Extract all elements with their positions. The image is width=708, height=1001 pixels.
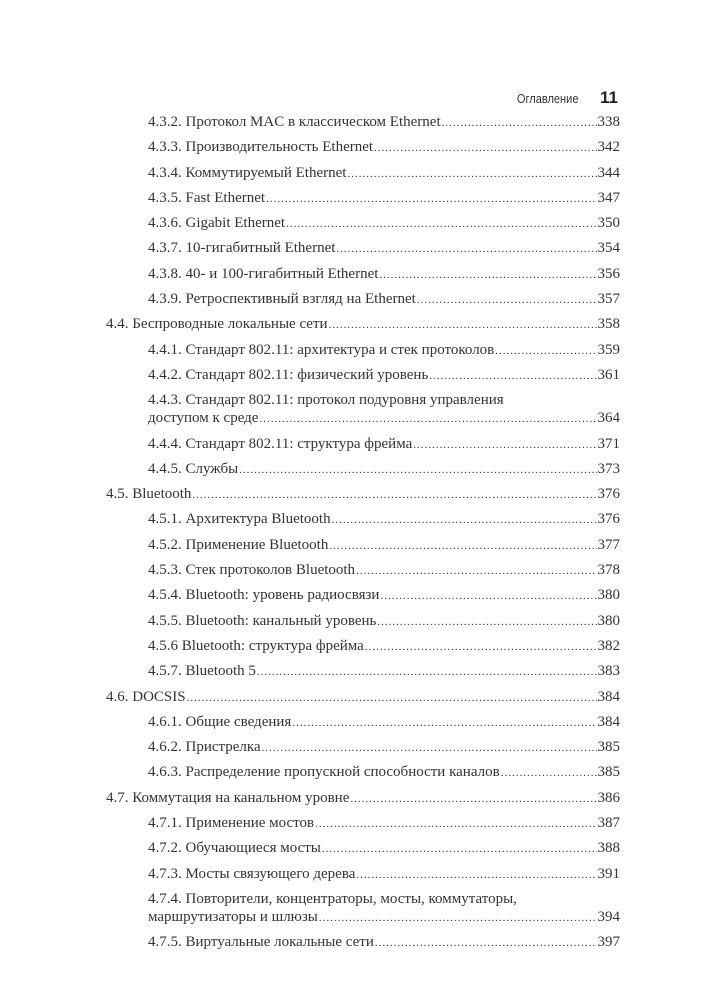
toc-entry xyxy=(106,510,620,529)
toc-entry-title: 4.3.8. 40- и 100-гигабитный Ethernet xyxy=(148,265,379,282)
toc-entry-title: 4.7.4. Повторители, концентраторы, мосты, коммутаторы, xyxy=(148,890,517,907)
toc-entry-page: 347 xyxy=(597,189,620,206)
toc-entry xyxy=(106,366,620,385)
toc-entry xyxy=(106,536,620,555)
toc-entry-title: 4.5.7. Bluetooth 5 xyxy=(148,663,256,680)
toc-entry-title: 4.5.5. Bluetooth: канальный уровень xyxy=(148,612,377,629)
dot-leader xyxy=(259,410,596,428)
dot-leader xyxy=(257,663,597,681)
toc-entry xyxy=(106,138,620,157)
toc-entry-title: 4.3.3. Производительность Ethernet xyxy=(148,139,374,156)
table-of-contents xyxy=(106,113,620,959)
toc-entry-page: 350 xyxy=(597,215,620,232)
toc-entry-title: 4.4.4. Стандарт 802.11: структура фрейма xyxy=(148,435,413,452)
toc-entry-title-cont: маршрутизаторы и шлюзы xyxy=(148,908,318,925)
toc-entry-page: 386 xyxy=(597,789,620,806)
toc-entry xyxy=(106,890,620,927)
toc-entry-page: 342 xyxy=(597,139,620,156)
dot-leader xyxy=(336,240,596,258)
toc-entry xyxy=(106,688,620,707)
toc-entry-title: 4.7. Коммутация на канальном уровне xyxy=(106,789,350,806)
dot-leader xyxy=(380,587,596,605)
toc-entry-title: 4.5.2. Применение Bluetooth xyxy=(148,536,329,553)
toc-entry xyxy=(106,341,620,360)
toc-entry-title: 4.3.2. Протокол MAC в классическом Ethernet xyxy=(148,114,441,130)
toc-entry-page: 377 xyxy=(597,536,620,553)
toc-entry-title: 4.7.3. Мосты связующего дерева xyxy=(148,865,356,882)
dot-leader xyxy=(377,613,596,631)
toc-entry-page: 378 xyxy=(597,562,620,579)
toc-entry-page: 373 xyxy=(597,460,620,477)
toc-entry-title: 4.6.1. Общие сведения xyxy=(148,713,292,730)
toc-entry-title: 4.7.1. Применение мостов xyxy=(148,815,315,832)
toc-entry-page: 383 xyxy=(597,663,620,680)
toc-entry xyxy=(106,239,620,258)
toc-entry-page: 371 xyxy=(597,435,620,452)
toc-entry xyxy=(106,586,620,605)
toc-entry xyxy=(106,315,620,334)
toc-entry-title: 4.6.3. Распределение пропускной способности каналов xyxy=(148,764,500,781)
toc-entry xyxy=(106,485,620,504)
toc-entry xyxy=(106,435,620,454)
dot-leader xyxy=(356,562,596,580)
toc-entry xyxy=(106,933,620,952)
toc-entry xyxy=(106,391,620,428)
dot-leader xyxy=(413,436,596,454)
running-header-title: Оглавление xyxy=(516,91,579,106)
toc-entry-page: 397 xyxy=(597,934,620,951)
toc-entry xyxy=(106,290,620,309)
toc-entry-title: 4.5.6 Bluetooth: структура фрейма xyxy=(148,637,364,654)
toc-entry-title: 4.4.1. Стандарт 802.11: архитектура и стек протоколов xyxy=(148,341,495,358)
toc-entry-title: 4.5.3. Стек протоколов Bluetooth xyxy=(148,562,356,579)
toc-entry-title: 4.7.5. Виртуальные локальные сети xyxy=(148,934,374,951)
dot-leader xyxy=(315,815,596,833)
toc-entry-page: 384 xyxy=(597,713,620,730)
toc-entry-title: 4.3.5. Fast Ethernet xyxy=(148,189,266,206)
toc-entry-page: 391 xyxy=(597,865,620,882)
toc-entry xyxy=(106,637,620,656)
toc-entry xyxy=(106,189,620,208)
toc-entry-page: 356 xyxy=(597,265,620,282)
dot-leader xyxy=(187,689,597,707)
dot-leader xyxy=(417,291,597,309)
toc-entry-page: 359 xyxy=(597,341,620,358)
toc-entry-title: 4.6.2. Пристрелка xyxy=(148,739,261,756)
toc-entry xyxy=(106,612,620,631)
toc-entry-page: 364 xyxy=(597,410,620,427)
dot-leader xyxy=(442,114,597,132)
toc-entry-title: 4.4. Беспроводные локальные сети xyxy=(106,316,328,333)
toc-entry xyxy=(106,814,620,833)
toc-entry xyxy=(106,214,620,233)
toc-entry-page: 344 xyxy=(597,164,620,181)
toc-entry-title: 4.5.1. Архитектура Bluetooth xyxy=(148,511,331,528)
toc-entry-page: 358 xyxy=(597,316,620,333)
toc-entry-page: 361 xyxy=(597,366,620,383)
toc-entry xyxy=(106,662,620,681)
dot-leader xyxy=(192,486,596,504)
dot-leader xyxy=(356,866,596,884)
dot-leader xyxy=(286,215,596,233)
toc-entry-page: 385 xyxy=(597,764,620,781)
toc-entry-title: 4.5. Bluetooth xyxy=(106,486,192,503)
dot-leader xyxy=(322,840,597,858)
toc-entry-page: 376 xyxy=(597,511,620,528)
toc-entry-title: 4.4.3. Стандарт 802.11: протокол подуровня управления xyxy=(148,392,504,409)
toc-entry-title: 4.7.2. Обучающиеся мосты xyxy=(148,840,321,857)
toc-entry-page: 385 xyxy=(597,739,620,756)
toc-entry-page: 394 xyxy=(597,908,620,925)
toc-entry-title: 4.3.7. 10-гигабитный Ethernet xyxy=(148,240,336,257)
toc-entry xyxy=(106,763,620,782)
toc-entry xyxy=(106,865,620,884)
dot-leader xyxy=(262,739,597,757)
toc-entry xyxy=(106,713,620,732)
toc-entry xyxy=(106,164,620,183)
toc-entry-page: 380 xyxy=(597,587,620,604)
toc-entry-title: 4.5.4. Bluetooth: уровень радиосвязи xyxy=(148,587,380,604)
dot-leader xyxy=(239,461,596,479)
dot-leader xyxy=(329,537,596,555)
dot-leader xyxy=(347,165,596,183)
dot-leader xyxy=(365,638,597,656)
toc-entry xyxy=(106,839,620,858)
toc-entry-title: 4.3.4. Коммутируемый Ethernet xyxy=(148,164,347,181)
toc-entry xyxy=(106,113,620,132)
toc-entry-page: 354 xyxy=(597,240,620,257)
toc-entry-page: 382 xyxy=(597,637,620,654)
dot-leader xyxy=(429,367,596,385)
running-header xyxy=(506,88,618,108)
dot-leader xyxy=(266,190,596,208)
toc-entry xyxy=(106,460,620,479)
toc-entry-title: 4.3.9. Ретроспективный взгляд на Ethernet xyxy=(148,291,416,308)
dot-leader xyxy=(350,790,596,808)
toc-entry xyxy=(106,738,620,757)
dot-leader xyxy=(379,266,596,284)
dot-leader xyxy=(332,511,597,529)
dot-leader xyxy=(495,342,596,360)
dot-leader xyxy=(374,139,596,157)
toc-entry xyxy=(106,265,620,284)
page-number: 11 xyxy=(600,88,618,107)
toc-entry-title: 4.3.6. Gigabit Ethernet xyxy=(148,215,286,232)
toc-entry-page: 388 xyxy=(597,840,620,857)
toc-entry-page: 376 xyxy=(597,486,620,503)
toc-entry-page: 338 xyxy=(597,114,620,130)
dot-leader xyxy=(501,764,597,782)
dot-leader xyxy=(329,316,597,334)
toc-entry-title: 4.6. DOCSIS xyxy=(106,688,186,705)
toc-entry-page: 380 xyxy=(597,612,620,629)
dot-leader xyxy=(375,934,597,952)
toc-entry-title-cont: доступом к среде xyxy=(148,410,259,427)
dot-leader xyxy=(319,909,597,927)
toc-entry xyxy=(106,561,620,580)
toc-entry-title: 4.4.2. Стандарт 802.11: физический уровень xyxy=(148,366,429,383)
toc-entry-page: 384 xyxy=(597,688,620,705)
toc-entry-title: 4.4.5. Службы xyxy=(148,460,239,477)
toc-entry-page: 387 xyxy=(597,815,620,832)
dot-leader xyxy=(292,714,596,732)
toc-entry xyxy=(106,789,620,808)
toc-entry-page: 357 xyxy=(597,291,620,308)
